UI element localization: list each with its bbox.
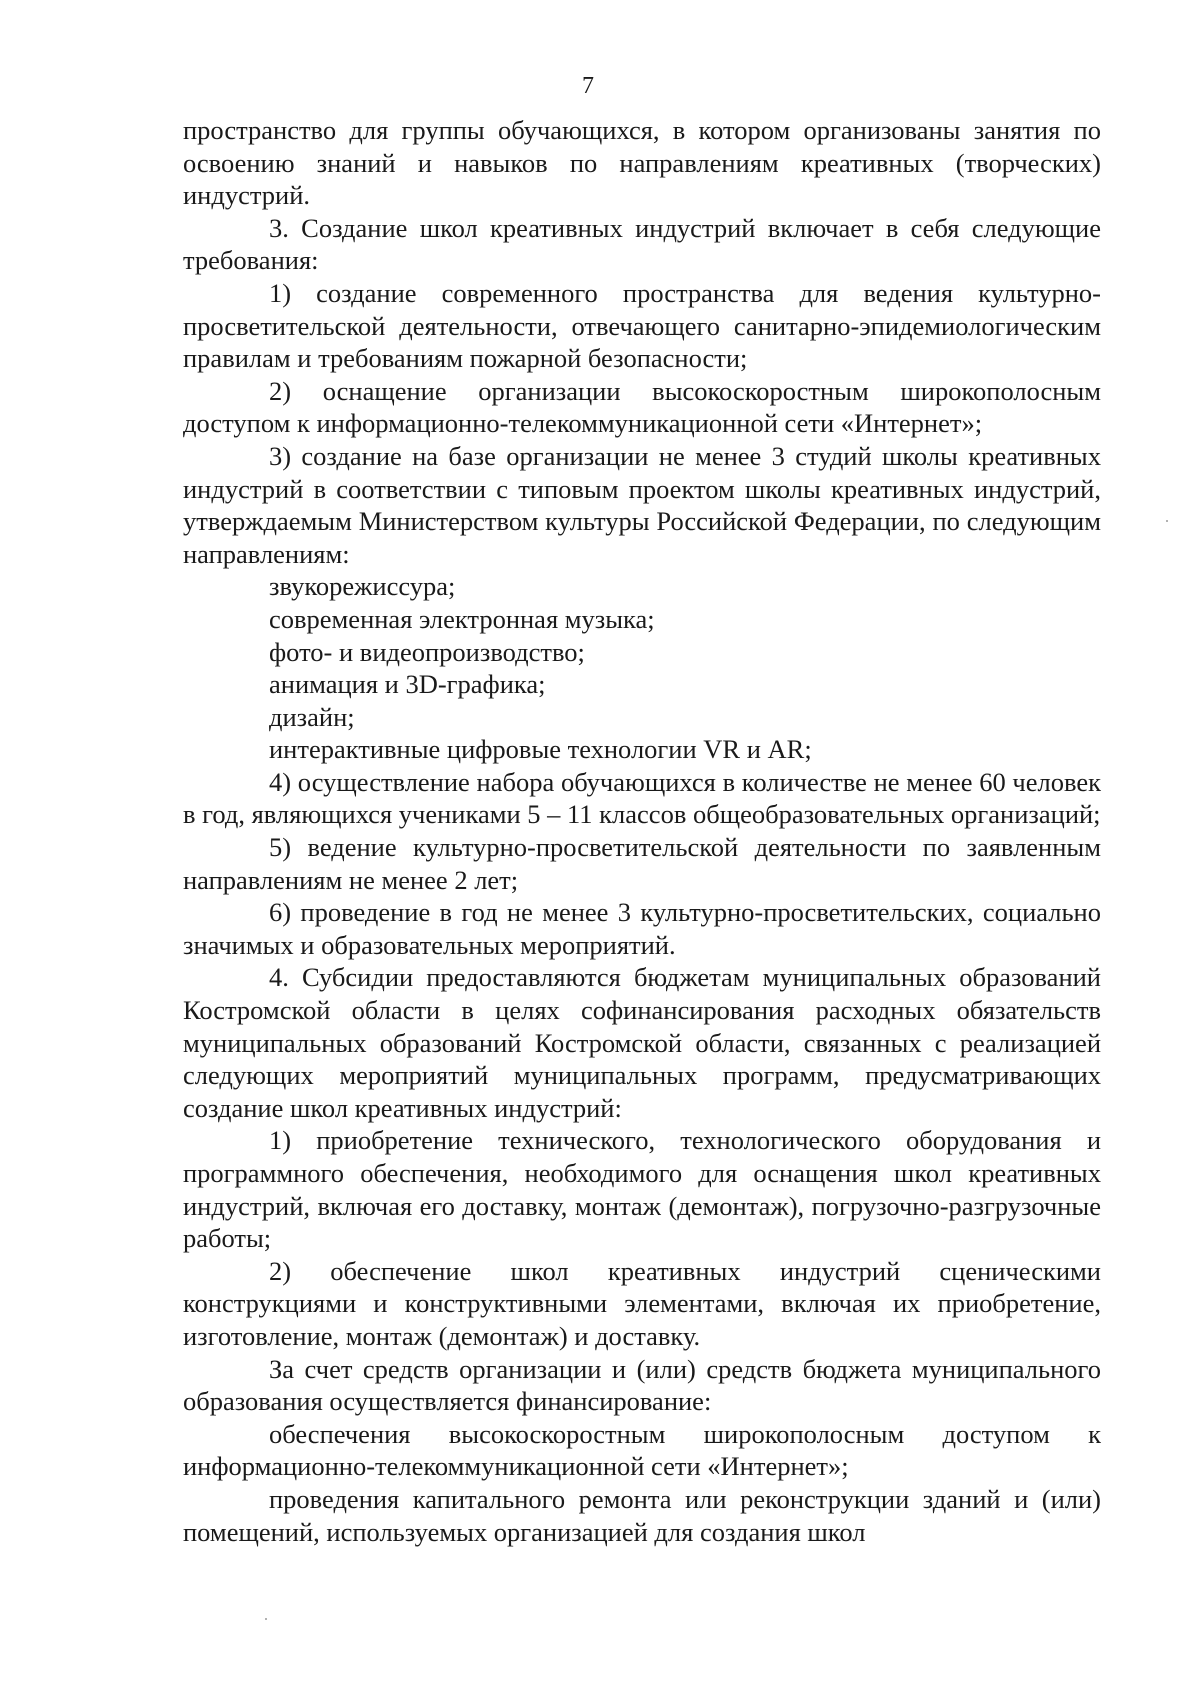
paragraph-subsidy-item-1: 1) приобретение технического, технологического оборудования и программного обеспечения, необходимого для оснащения школ креативных индустрий, включая его доставку, монтаж (демонтаж), погрузочно-разгрузочные работы; — [183, 1125, 1101, 1254]
paragraph-funding-intro: За счет средств организации и (или) средств бюджета муниципального образования осуществляется финансирование: — [183, 1353, 1101, 1417]
paragraph-requirement-5: 5) ведение культурно-просветительской деятельности по заявленным направлениям не менее 2 лет; — [183, 832, 1101, 895]
paragraph-requirement-2: 2) оснащение организации высокоскоростным широкополосным доступом к информационно-телекоммуникационной сети «Интернет»; — [183, 375, 1101, 439]
page-number: 7 — [582, 73, 594, 99]
scan-speck — [1166, 520, 1168, 522]
paragraph-requirement-4: 4) осуществление набора обучающихся в количестве не менее 60 человек в год, являющихся учениками 5 – 11 классов общеобразовательных организаций; — [183, 766, 1101, 830]
direction-item: современная электронная музыка; — [269, 603, 655, 634]
paragraph-funding-internet: обеспечения высокоскоростным широкополосным доступом к информационно-телекоммуникационной сети «Интернет»; — [183, 1418, 1101, 1482]
paragraph-section-4: 4. Субсидии предоставляются бюджетам муниципальных образований Костромской области в целях софинансирования расходных обязательств муниципальных образований Костромской области, связанных с реализацией следующих мероприятий муниципальных программ, предусматривающих создание школ креативных индустрий: — [183, 962, 1101, 1123]
paragraph-requirement-6: 6) проведение в год не менее 3 культурно-просветительских, социально значимых и образовательных мероприятий. — [183, 897, 1101, 960]
direction-item: дизайн; — [269, 701, 355, 732]
direction-item: интерактивные цифровые технологии VR и AR; — [269, 734, 812, 765]
paragraph-subsidy-item-2: 2) обеспечение школ креативных индустрий сценическими конструкциями и конструктивными элементами, включая их приобретение, изготовление, монтаж (демонтаж) и доставку. — [183, 1255, 1101, 1351]
paragraph-section-3: 3. Создание школ креативных индустрий включает в себя следующие требования: — [183, 212, 1101, 276]
paragraph-funding-repair: проведения капитального ремонта или реконструкции зданий и (или) помещений, используемых организацией для создания школ — [183, 1483, 1101, 1547]
paragraph-continuation: пространство для группы обучающихся, в котором организованы занятия по освоению знаний и навыков по направлениям креативных (творческих) индустрий. — [183, 115, 1101, 211]
direction-item: анимация и 3D-графика; — [269, 669, 546, 700]
paragraph-requirement-1: 1) создание современного пространства для ведения культурно-просветительской деятельности, отвечающего санитарно-эпидемиологическим правилам и требованиям пожарной безопасности; — [183, 277, 1101, 374]
direction-item: звукорежиссура; — [269, 571, 456, 602]
body-text — [183, 114, 1101, 1548]
scan-speck — [265, 1618, 267, 1620]
directions-list — [183, 570, 1101, 766]
paragraph-requirement-3: 3) создание на базе организации не менее 3 студий школы креативных индустрий в соответствии с типовым проектом школы креативных индустрий, утверждаемым Министерством культуры Российской Федерации, по следующим направлениям: — [183, 440, 1101, 569]
direction-item: фото- и видеопроизводство; — [269, 636, 585, 667]
